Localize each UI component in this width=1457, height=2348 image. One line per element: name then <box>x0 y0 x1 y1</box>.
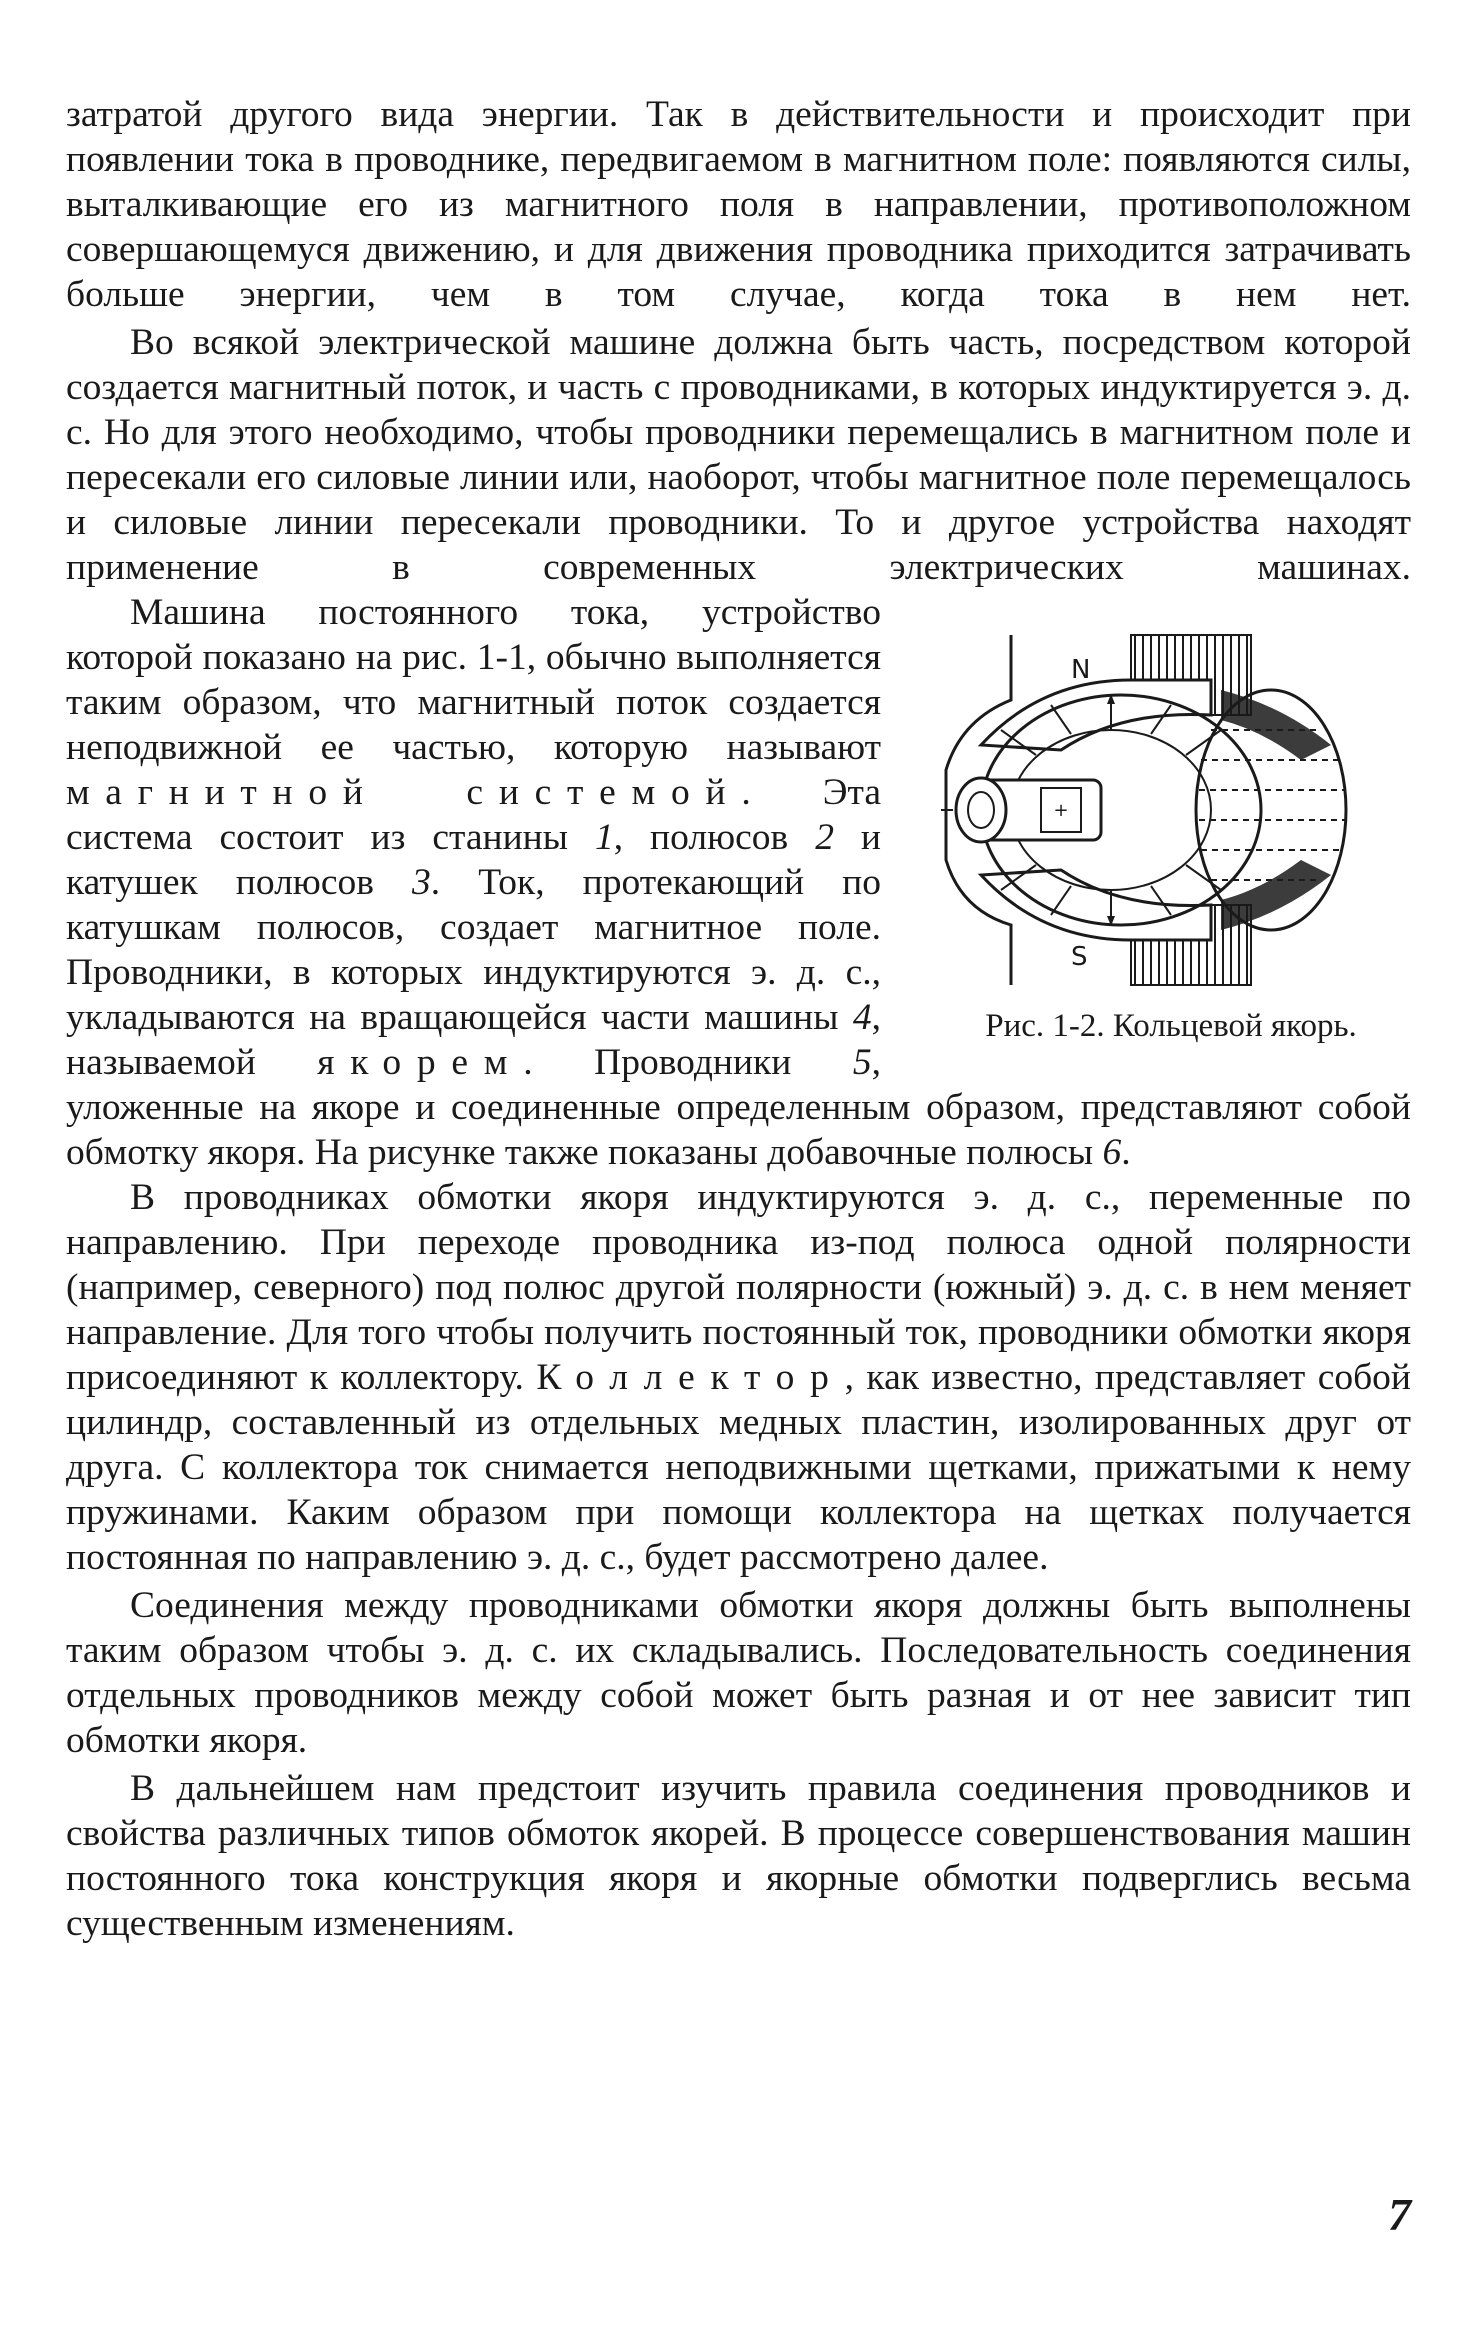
term-armature: якорем <box>317 1042 524 1083</box>
term-commutator: Коллектор <box>536 1357 845 1398</box>
paragraph-3: Машина постоянного тока, устройство которой показано на рис. 1-1, обычно выполняется таким образом, что магнитный поток создается неподвижной ее частью, которую называют магнитной системой. Эта система состоит из станины 1, полюсов 2 и катушек полюсов 3. Ток, протекающий по катушкам полюсов, создает магнитное поле. Проводники, в которых индуктируются э. д. с., укладываются на вращающейся части машины 4, называемой якорем. Проводники 5, уложенные на якоре и соединенные определенным образом, представляют собой обмотку якоря. На рисунке также показаны добавочные полюсы 6. <box>66 592 1411 1173</box>
south-label: S <box>1071 942 1088 972</box>
north-label: N <box>1071 655 1091 685</box>
paragraph-5: Соединения между проводниками обмотки якоря должны быть выполнены таким образом чтобы э. д. с. их складывались. Последовательность соединения отдельных проводников между собой может быть разная и от нее зависит тип обмотки якоря. <box>66 1585 1411 1761</box>
figure-caption: Рис. 1-2. Кольцевой якорь. <box>985 1008 1357 1044</box>
page-body <box>66 92 1411 1946</box>
term-magnetic-system: магнитной системой <box>66 772 742 813</box>
paragraph-4: В проводниках обмотки якоря индуктируются э. д. с., переменные по направлению. При переходе проводника из-под полюса одной полярности (например, северного) под полюс другой полярности (южный) э. д. с. в нем меняет направление. Для того чтобы получить постоянный ток, проводники обмотки якоря присоединяют к коллектору. Коллектор, как известно, представляет собой цилиндр, составленный из отдельных медных пластин, изолированных друг от друга. С коллектора ток снимается неподвижными щетками, прижатыми к нему пружинами. Каким образом при помощи коллектора на щетках получается постоянная по направлению э. д. с., будет рассмотрено далее. <box>66 1177 1411 1578</box>
paragraph-2: Во всякой электрической машине должна быть часть, посредством которой создается магнитный поток, и часть с проводниками, в которых индуктируется э. д. с. Но для этого необходимо, чтобы проводники перемещались в магнитном поле и пересекали его силовые линии или, наоборот, чтобы магнитное поле перемещалось и силовые линии пересекали проводники. То и другое устройства находят применение в современных электрических машинах. <box>66 322 1411 588</box>
paragraph-1: затратой другого вида энергии. Так в действительности и происходит при появлении тока в проводнике, передвигаемом в магнитном поле: появляются силы, выталкивающие его из магнитного поля в направлении, противоположном совершающемуся движению, и для движения проводника приходится затрачивать больше энергии, чем в том случае, когда тока в нем нет. <box>66 94 1411 315</box>
page-number: 7 <box>1388 2189 1411 2240</box>
text-with-figure <box>66 590 1411 1175</box>
ring-armature-drawing <box>921 620 1391 1000</box>
paragraph-6: В дальнейшем нам предстоит изучить правила соединения проводников и свойства различных типов обмоток якорей. В процессе совершенствования машин постоянного тока конструкция якоря и якорные обмотки подверглись весьма существенным изменениям. <box>66 1768 1411 1944</box>
svg-text:+: + <box>1053 800 1069 821</box>
figure-ring-armature <box>911 620 1411 1046</box>
